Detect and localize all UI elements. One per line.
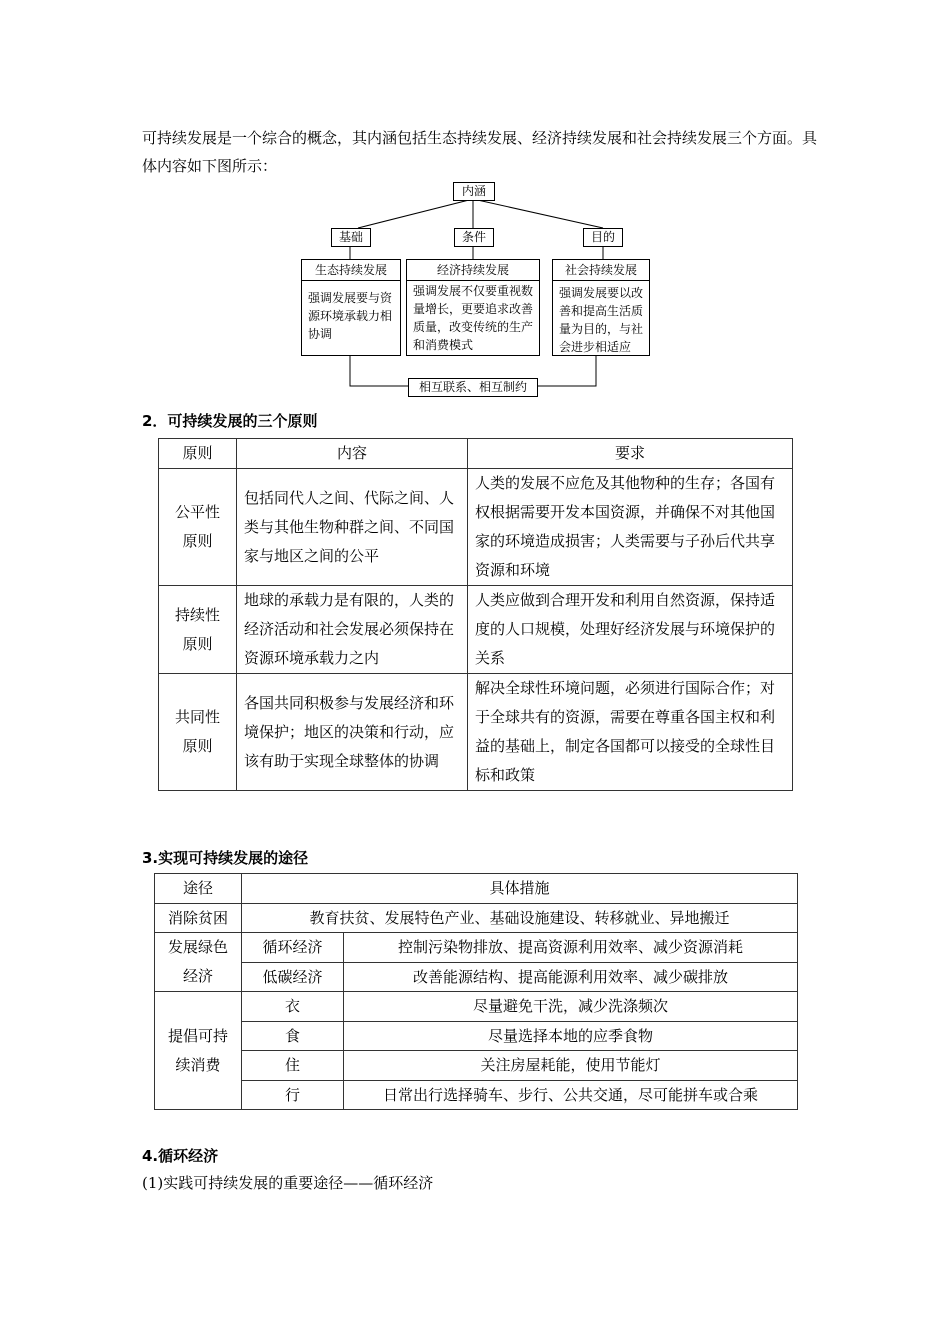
diagram-card-text: 强调发展要以改善和提高生活质量为目的，与社会进步相适应: [559, 286, 644, 354]
table-row: [155, 992, 798, 1022]
approach-subitem: 食: [242, 1021, 344, 1051]
table-header-cell: 要求: [468, 439, 793, 469]
section3-heading: 3.实现可持续发展的途径: [142, 849, 309, 867]
approach-subitem: 循环经济: [242, 933, 344, 963]
principle-name: 持续性原则: [159, 586, 237, 674]
table-header-cell: 原则: [159, 439, 237, 469]
principles-table: [158, 438, 793, 791]
section4-heading: 4.循环经济: [142, 1147, 219, 1165]
table-row: [155, 962, 798, 992]
diagram-card-title: 经济持续发展: [407, 260, 539, 281]
approach-measure: 控制污染物排放、提高资源利用效率、减少资源消耗: [344, 933, 798, 963]
diagram-card-economy: [406, 259, 540, 356]
diagram-card-text: 强调发展不仅要重视数量增长，更要追求改善质量，改变传统的生产和消费模式: [413, 284, 534, 352]
table-header-cell: 内容: [237, 439, 468, 469]
approach-measure: 关注房屋耗能，使用节能灯: [344, 1051, 798, 1081]
approach-name: 发展绿色经济: [155, 933, 242, 992]
approach-subitem: 低碳经济: [242, 962, 344, 992]
table-header-cell: 具体措施: [242, 874, 798, 904]
approach-subitem: 行: [242, 1080, 344, 1110]
section2-heading: 2．可持续发展的三个原则: [142, 412, 318, 430]
diagram-card-title: 社会持续发展: [553, 260, 649, 281]
intro-paragraph: 可持续发展是一个综合的概念，其内涵包括生态持续发展、经济持续发展和社会持续发展三个方面。具体内容如下图所示：: [142, 129, 818, 175]
diagram-card-ecology: [301, 259, 401, 356]
diagram-card-text: 强调发展要与资源环境承载力相协调: [308, 291, 393, 341]
diagram-label-purpose: 目的: [583, 228, 623, 247]
approach-subitem: 衣: [242, 992, 344, 1022]
approach-measure: 尽量避免干洗，减少洗涤频次: [344, 992, 798, 1022]
diagram-label-basis: 基础: [331, 228, 371, 247]
concept-diagram: [290, 180, 660, 400]
approach-subitem: 住: [242, 1051, 344, 1081]
approach-measure: 教育扶贫、发展特色产业、基础设施建设、转移就业、异地搬迁: [242, 903, 798, 933]
table-header-cell: 途径: [155, 874, 242, 904]
diagram-top-node: 内涵: [453, 182, 495, 201]
table-row: [155, 1051, 798, 1081]
diagram-card-title: 生态持续发展: [302, 260, 400, 281]
diagram-label-condition: 条件: [454, 228, 494, 247]
approach-measure: 日常出行选择骑车、步行、公共交通，尽可能拼车或合乘: [344, 1080, 798, 1110]
diagram-bottom-node: 相互联系、相互制约: [408, 378, 538, 397]
principle-content: 包括同代人之间、代际之间、人类与其他生物种群之间、不同国家与地区之间的公平: [237, 469, 468, 586]
diagram-card-society: [552, 259, 650, 356]
principle-content: 地球的承载力是有限的，人类的经济活动和社会发展必须保持在资源环境承载力之内: [237, 586, 468, 674]
table-header-row: [155, 874, 798, 904]
table-row: [159, 469, 793, 586]
table-row: [155, 933, 798, 963]
approach-measure: 改善能源结构、提高能源利用效率、减少碳排放: [344, 962, 798, 992]
principle-name: 共同性原则: [159, 674, 237, 791]
principle-name: 公平性原则: [159, 469, 237, 586]
approach-name: 提倡可持续消费: [155, 992, 242, 1110]
approach-measure: 尽量选择本地的应季食物: [344, 1021, 798, 1051]
principle-requirement: 解决全球性环境问题，必须进行国际合作；对于全球共有的资源，需要在尊重各国主权和利益的基础上，制定各国都可以接受的全球性目标和政策: [468, 674, 793, 791]
approach-name: 消除贫困: [155, 903, 242, 933]
table-row: [159, 674, 793, 791]
section4-subheading: (1)实践可持续发展的重要途径——循环经济: [142, 1174, 434, 1192]
principle-requirement: 人类应做到合理开发和利用自然资源，保持适度的人口规模，处理好经济发展与环境保护的关系: [468, 586, 793, 674]
principle-content: 各国共同积极参与发展经济和环境保护；地区的决策和行动，应该有助于实现全球整体的协调: [237, 674, 468, 791]
table-row: [155, 1021, 798, 1051]
table-header-row: [159, 439, 793, 469]
approaches-table: [154, 873, 798, 1110]
table-row: [155, 903, 798, 933]
table-row: [155, 1080, 798, 1110]
principle-requirement: 人类的发展不应危及其他物种的生存；各国有权根据需要开发本国资源，并确保不对其他国家的环境造成损害；人类需要与子孙后代共享资源和环境: [468, 469, 793, 586]
table-row: [159, 586, 793, 674]
